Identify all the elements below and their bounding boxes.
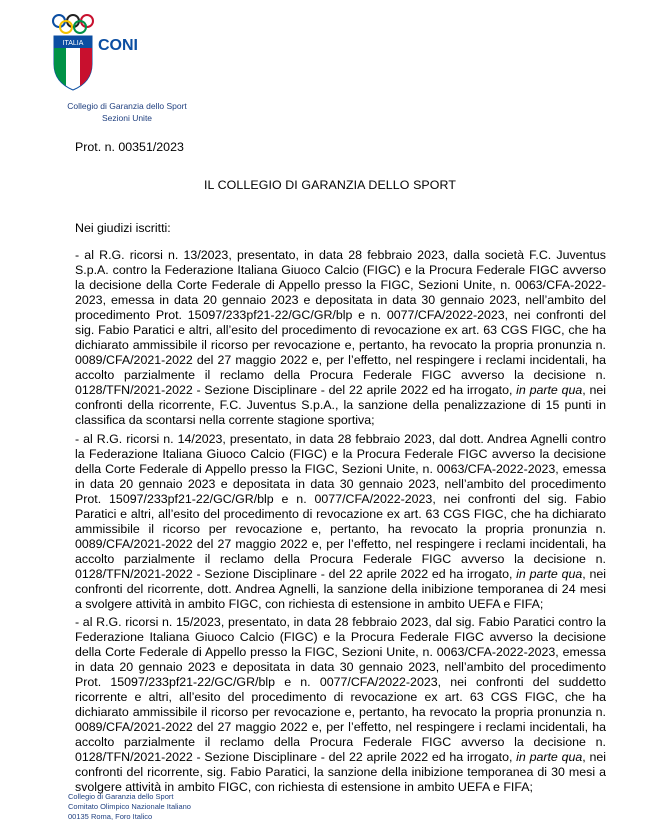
collegio-line2: Sezioni Unite [101,113,153,123]
coni-wordmark: CONI [98,37,138,54]
paragraph-ricorso-13: - al R.G. ricorsi n. 13/2023, presentato, in data 28 febbraio 2023, dalla società F.C. Juventus S.p.A. contro la Federazione Italiana Giuoco Calcio (FIGC) e la Procura Federale FIGC avverso la decisione della Corte Federale di Appello presso la FIGC, Sezioni Unite, n. 0063/CFA-2022-2023, emessa in data 20 gennaio 2023 e depositata in data 30 gennaio 2023, nell’ambito del procedimento Prot. 15097/233pf21-22/GC/GR/blp e n. 0077/CFA/2022-2023, nei confronti del sig. Fabio Paratici e altri, all’esito del procedimento di revocazione ex art. 63 CGS FIGC, che ha dichiarato ammissibile il ricorso per revocazione e, pertanto, ha revocato la propria pronunzia n. 0089/CFA/2021-2022 del 27 maggio 2022 e, per l’effetto, nel respingere i reclami incidentali, ha accolto parzialmente il reclamo della Procura Federale FIGC avverso la decisione n. 0128/TFN/2021-2022 - Sezione Disciplinare - del 22 aprile 2022 ed ha irrogato, in parte qua, nei confronti della ricorrente, F.C. Juventus S.p.A., la sanzione della penalizzazione di 15 punti in classifica da scontarsi nella corrente stagione sportiva; [75,248,606,427]
intro-line: Nei giudizi iscritti: [75,221,171,235]
badge-text: ITALIA [62,40,84,47]
footer-line3: 00135 Roma, Foro Italico [68,812,153,821]
footer-line2: Comitato Olimpico Nazionale Italiano [68,802,191,811]
paragraph-ricorso-15: - al R.G. ricorsi n. 15/2023, presentato, in data 28 febbraio 2023, dal sig. Fabio Paratici contro la Federazione Italiana Giuoco Calcio (FIGC) e la Procura Federale FIGC avverso la decisione della Corte Federale di Appello presso la FIGC, Sezioni Unite, n. 0063/CFA-2022-2023, emessa in data 20 gennaio 2023 e depositata in data 30 gennaio 2023, nell’ambito del procedimento Prot. 15097/233pf21-22/GC/GR/blp e n. 0077/CFA/2022-2023, nei confronti del suddetto ricorrente e altri, all’esito del procedimento di revocazione ex art. 63 CGS FIGC, che ha dichiarato ammissibile il ricorso per revocazione e, pertanto, ha revocato la propria pronunzia n. 0089/CFA/2021-2022 del 27 maggio 2022 e, per l’effetto, nel respingere i reclami incidentali, ha accolto parzialmente il reclamo della Procura Federale FIGC avverso la decisione n. 0128/TFN/2021-2022 - Sezione Disciplinare - del 22 aprile 2022 ed ha irrogato, in parte qua, nei confronti del ricorrente, sig. Fabio Paratici, la sanzione della inibizione temporanea di 30 mesi a svolgere attività in ambito FIGC, con richiesta di estensione in ambito UEFA e FIFA; [75,615,606,794]
footer-line1: Collegio di Garanzia dello Sport [68,792,174,801]
italia-shield-icon [54,36,92,90]
protocol-number: Prot. n. 00351/2023 [75,140,184,154]
latin-term: in parte qua [516,567,583,581]
latin-term: in parte qua [516,750,583,764]
coni-logo [50,12,160,92]
paragraph-ricorso-14: - al R.G. ricorsi n. 14/2023, presentato, in data 28 febbraio 2023, dal dott. Andrea Agnelli contro la Federazione Italiana Giuoco Calcio (FIGC) e la Procura Federale FIGC avverso la decisione della Corte Federale di Appello presso la FIGC, Sezioni Unite, n. 0063/CFA-2022-2023, emessa in data 20 gennaio 2023 e depositata in data 30 gennaio 2023, nell’ambito del procedimento Prot. 15097/233pf21-22/GC/GR/blp e n. 0077/CFA/2022-2023, nei confronti del sig. Fabio Paratici e altri, all’esito del procedimento di revocazione ex art. 63 CGS FIGC, che ha dichiarato ammissibile il ricorso per revocazione e, pertanto, ha revocato la propria pronunzia n. 0089/CFA/2021-2022 del 27 maggio 2022 e, per l’effetto, nel respingere i reclami incidentali, ha accolto parzialmente il reclamo della Procura Federale FIGC avverso la decisione n. 0128/TFN/2021-2022 - Sezione Disciplinare - del 22 aprile 2022 ed ha irrogato, in parte qua, nei confronti del ricorrente, dott. Andrea Agnelli, la sanzione della inibizione temporanea di 24 mesi a svolgere attività in ambito FIGC, con richiesta di estensione in ambito UEFA e FIFA; [75,432,606,611]
olympic-rings-icon [53,15,93,33]
latin-term: in parte qua [516,383,583,397]
document-heading: IL COLLEGIO DI GARANZIA DELLO SPORT [203,178,457,192]
collegio-line1: Collegio di Garanzia dello Sport [67,101,187,111]
collegio-label [52,100,202,124]
